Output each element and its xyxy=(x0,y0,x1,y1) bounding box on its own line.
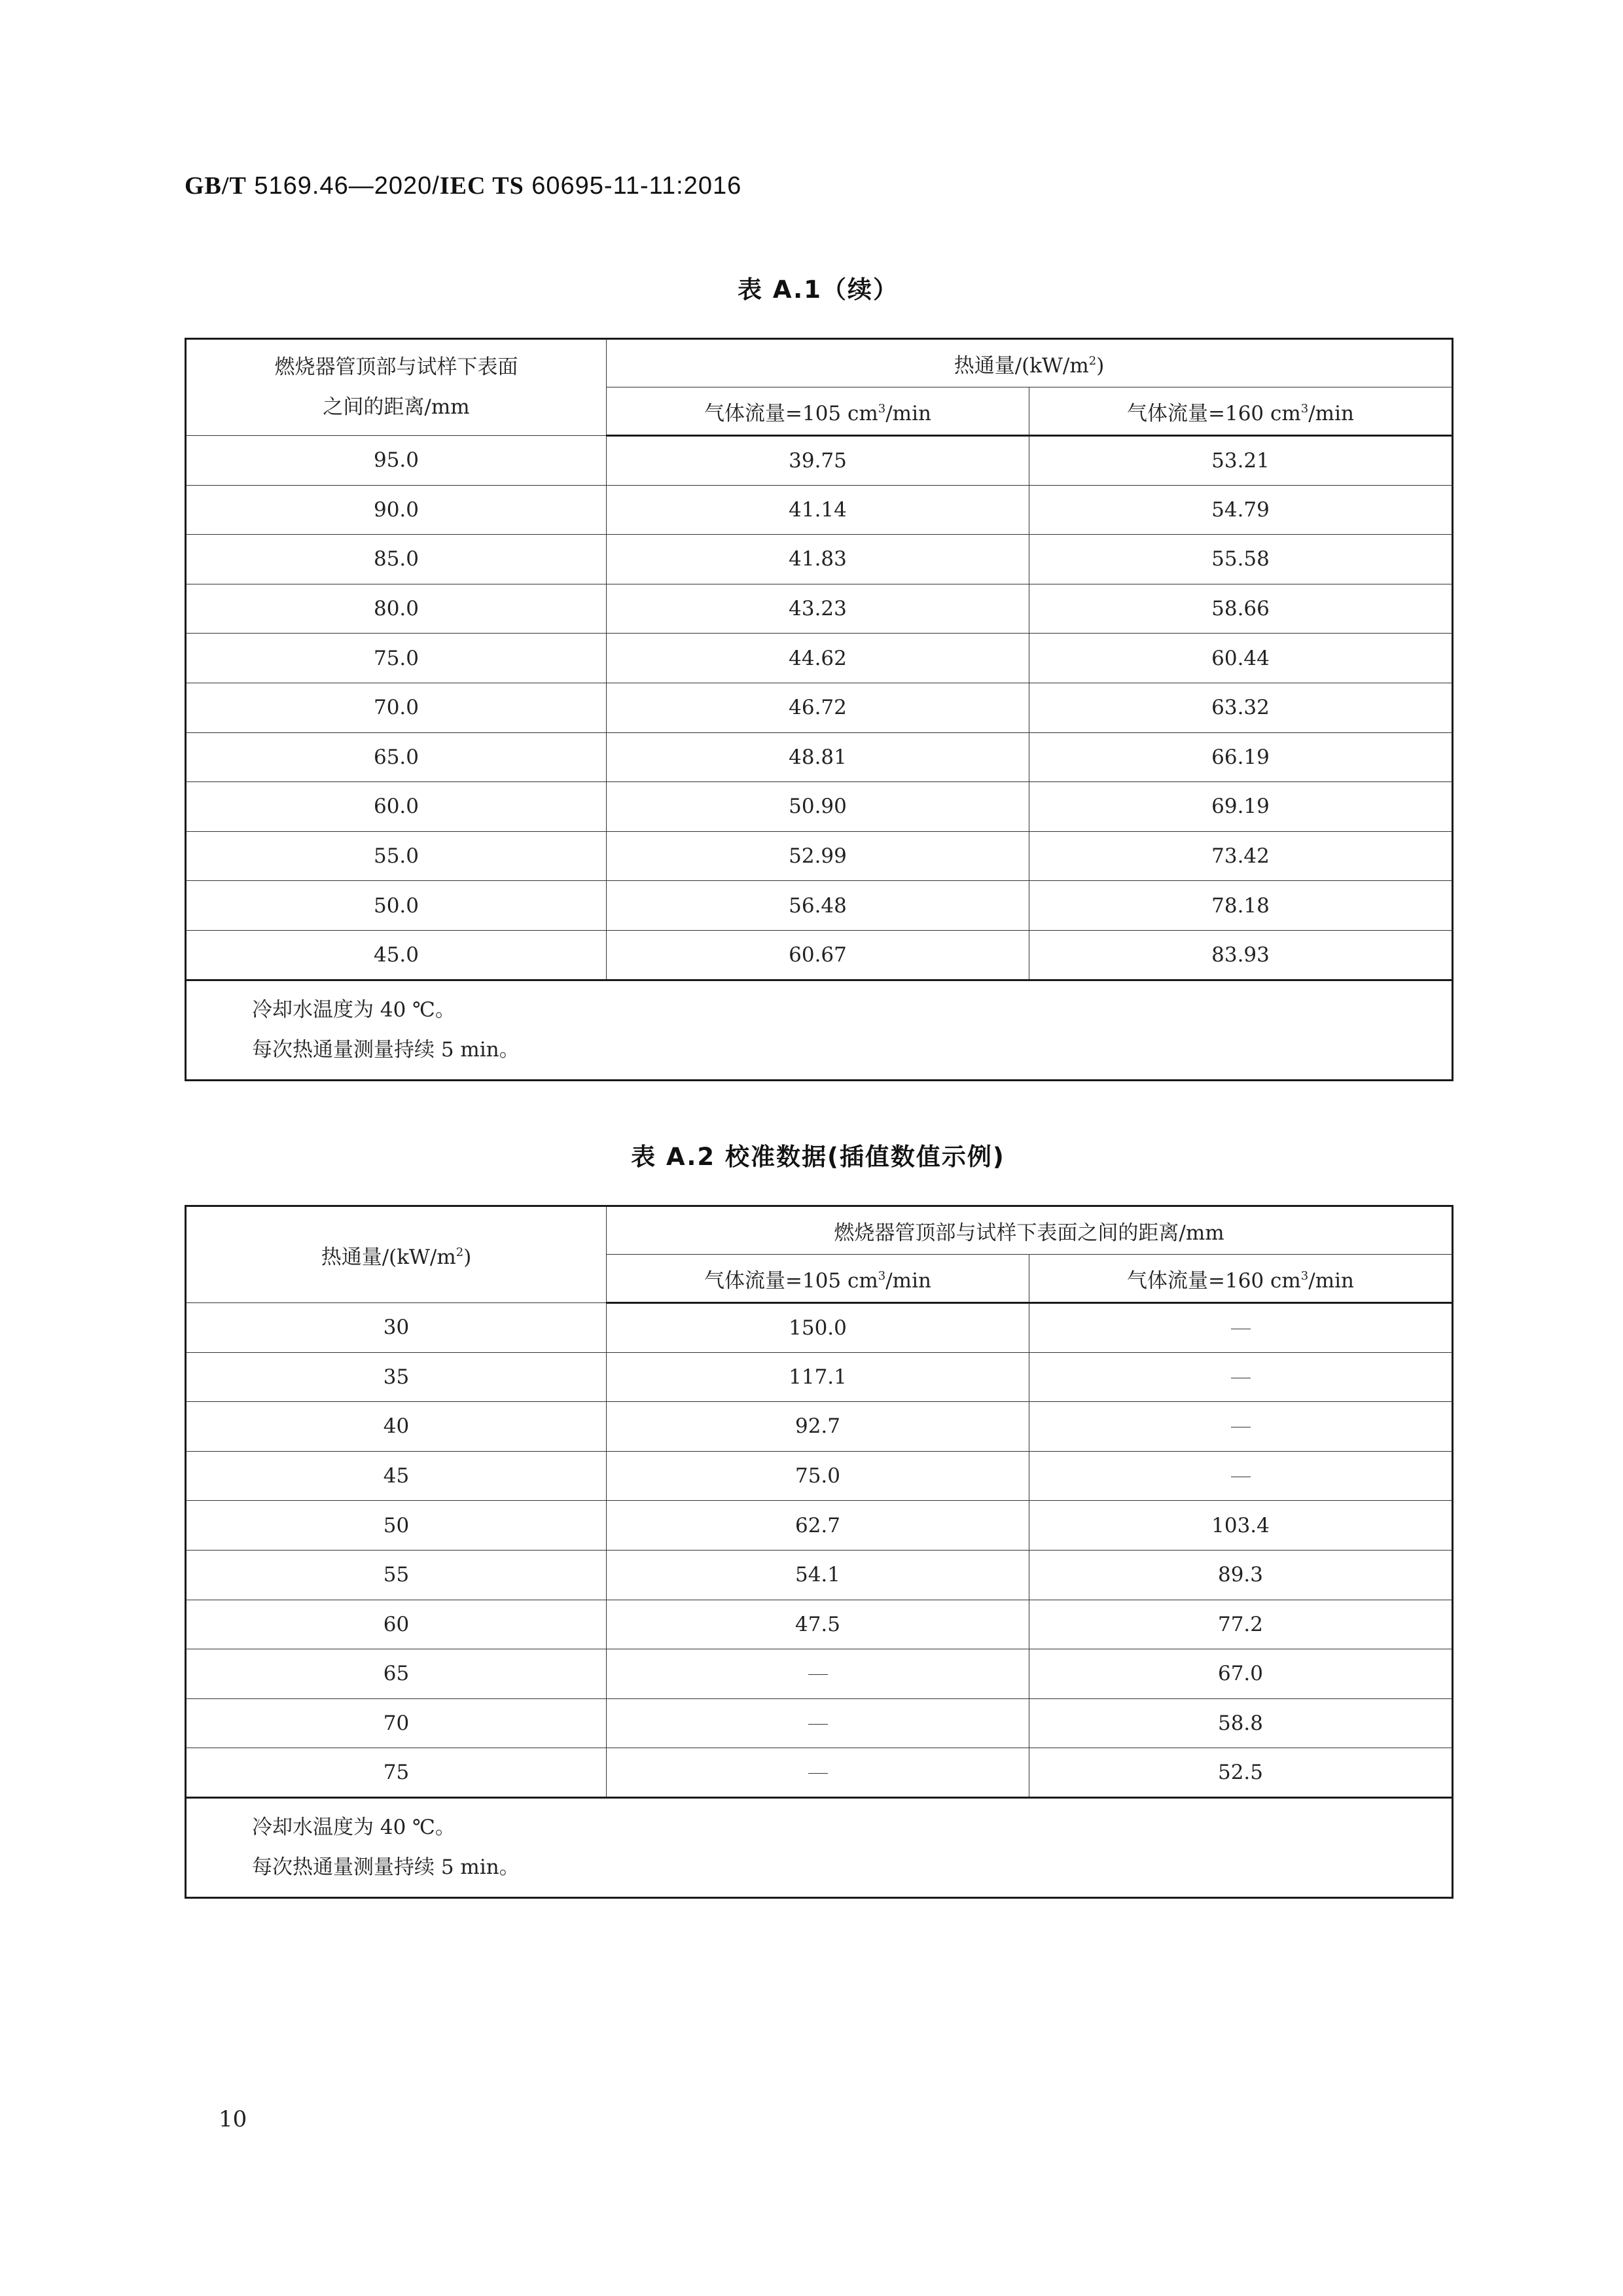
table-cell xyxy=(607,1698,1029,1748)
table-row xyxy=(186,485,1453,535)
table-cell: 75 xyxy=(186,1748,607,1798)
table-cell: 54.79 xyxy=(1029,485,1453,535)
table-a2-flow-160-header: 气体流量=160 $cm^3/\min$ xyxy=(1029,1255,1453,1303)
table-cell: 83.93 xyxy=(1029,930,1453,980)
table-cell: 52.99 xyxy=(607,831,1029,881)
note-measurement-duration: 每次热通量测量持续 5 min。 xyxy=(252,1855,520,1879)
table-a1-note xyxy=(186,980,1453,1080)
table-row xyxy=(186,683,1453,732)
table-cell: 80.0 xyxy=(186,584,607,634)
table-cell: 117.1 xyxy=(607,1352,1029,1402)
table-row xyxy=(186,1748,1453,1798)
table-cell: 48.81 xyxy=(607,732,1029,782)
distance-header-line1: 燃烧器管顶部与试样下表面 xyxy=(274,355,518,379)
table-cell: 65 xyxy=(186,1649,607,1699)
table-row xyxy=(186,634,1453,683)
table-row xyxy=(186,732,1453,782)
table-a1-title: 表 A.1（续） xyxy=(737,276,899,304)
table-cell: 40 xyxy=(186,1402,607,1452)
table-cell: 55.0 xyxy=(186,831,607,881)
table-cell: 70.0 xyxy=(186,683,607,732)
table-a2-note xyxy=(186,1797,1453,1897)
table-cell: 95.0 xyxy=(186,436,607,486)
table-cell: 53.21 xyxy=(1029,436,1453,486)
table-row xyxy=(186,535,1453,584)
table-cell: 46.72 xyxy=(607,683,1029,732)
table-a1-flow-105-header: 气体流量=105 $cm^3/\min$ xyxy=(607,387,1029,436)
table-row xyxy=(186,584,1453,634)
table-row xyxy=(186,1600,1453,1649)
table-a2 xyxy=(185,1205,1454,1899)
table-cell: 63.32 xyxy=(1029,683,1453,732)
table-a2-heat-flux-header: 热通量$/(kW/m^2)$ xyxy=(186,1206,607,1303)
table-cell: 66.19 xyxy=(1029,732,1453,782)
table-cell: 52.5 xyxy=(1029,1748,1453,1798)
note-cooling-water: 冷却水温度为 40 ℃。 xyxy=(252,1815,455,1839)
table-cell: 58.8 xyxy=(1029,1698,1453,1748)
table-cell: 78.18 xyxy=(1029,881,1453,931)
table-cell: 69.19 xyxy=(1029,782,1453,832)
table-cell: 75.0 xyxy=(186,634,607,683)
table-a1-distance-header xyxy=(186,339,607,436)
table-a1-body xyxy=(186,436,1453,980)
table-row xyxy=(186,436,1453,486)
table-cell: 90.0 xyxy=(186,485,607,535)
table-cell: 45.0 xyxy=(186,930,607,980)
table-row xyxy=(186,1501,1453,1551)
no-value-dash xyxy=(808,1773,828,1774)
table-cell: 60.67 xyxy=(607,930,1029,980)
table-cell: 45 xyxy=(186,1451,607,1501)
table-cell: 50 xyxy=(186,1501,607,1551)
table-cell: 65.0 xyxy=(186,732,607,782)
table-row xyxy=(186,1649,1453,1699)
table-cell xyxy=(1029,1352,1453,1402)
table-row xyxy=(186,1352,1453,1402)
table-cell: 50.0 xyxy=(186,881,607,931)
note-cooling-water: 冷却水温度为 40 ℃。 xyxy=(252,997,455,1022)
table-cell: 41.83 xyxy=(607,535,1029,584)
table-cell: 77.2 xyxy=(1029,1600,1453,1649)
page-number: 10 xyxy=(219,2106,247,2132)
table-cell: 150.0 xyxy=(607,1303,1029,1353)
table-cell: 43.23 xyxy=(607,584,1029,634)
table-row xyxy=(186,1451,1453,1501)
no-value-dash xyxy=(808,1724,828,1725)
table-cell: 60.0 xyxy=(186,782,607,832)
table-cell xyxy=(607,1748,1029,1798)
document-header xyxy=(185,171,741,200)
table-a2-flow-105-header: 气体流量=105 $cm^3/\min$ xyxy=(607,1255,1029,1303)
iec-number: 60695-11-11:2016 xyxy=(524,172,742,200)
table-cell: 75.0 xyxy=(607,1451,1029,1501)
table-cell: 44.62 xyxy=(607,634,1029,683)
table-cell: 73.42 xyxy=(1029,831,1453,881)
table-cell xyxy=(1029,1402,1453,1452)
table-cell: 50.90 xyxy=(607,782,1029,832)
standard-number: 5169.46—2020/ xyxy=(246,172,440,200)
table-cell: 60.44 xyxy=(1029,634,1453,683)
table-row xyxy=(186,930,1453,980)
table-a1-flow-160-header: 气体流量=160 $cm^3/\min$ xyxy=(1029,387,1453,436)
table-cell: 55 xyxy=(186,1550,607,1600)
table-cell: 35 xyxy=(186,1352,607,1402)
table-cell: 56.48 xyxy=(607,881,1029,931)
table-row xyxy=(186,782,1453,832)
table-cell xyxy=(607,1649,1029,1699)
table-a1-heat-flux-header: 热通量$/(kW/m^2)$ xyxy=(607,339,1453,387)
table-cell xyxy=(1029,1303,1453,1353)
table-cell xyxy=(1029,1451,1453,1501)
table-cell: 89.3 xyxy=(1029,1550,1453,1600)
table-cell: 30 xyxy=(186,1303,607,1353)
table-cell: 85.0 xyxy=(186,535,607,584)
table-a2-body xyxy=(186,1303,1453,1798)
table-row xyxy=(186,1303,1453,1353)
table-cell: 47.5 xyxy=(607,1600,1029,1649)
table-a2-title: 表 A.2 校准数据(插值数值示例) xyxy=(631,1143,1005,1171)
table-a1 xyxy=(185,338,1454,1081)
table-cell: 60 xyxy=(186,1600,607,1649)
table-row xyxy=(186,1550,1453,1600)
table-cell: 67.0 xyxy=(1029,1649,1453,1699)
table-cell: 54.1 xyxy=(607,1550,1029,1600)
iec-code: IEC TS xyxy=(439,172,524,200)
table-cell: 55.58 xyxy=(1029,535,1453,584)
note-measurement-duration: 每次热通量测量持续 5 min。 xyxy=(252,1037,520,1062)
table-row xyxy=(186,1698,1453,1748)
table-cell: 41.14 xyxy=(607,485,1029,535)
table-a2-distance-header: 燃烧器管顶部与试样下表面之间的距离/mm xyxy=(607,1206,1453,1255)
table-row xyxy=(186,831,1453,881)
table-cell: 70 xyxy=(186,1698,607,1748)
table-cell: 62.7 xyxy=(607,1501,1029,1551)
table-cell: 92.7 xyxy=(607,1402,1029,1452)
table-cell: 39.75 xyxy=(607,436,1029,486)
table-row xyxy=(186,881,1453,931)
table-row xyxy=(186,1402,1453,1452)
distance-header-line2: 之间的距离/mm xyxy=(323,395,470,419)
no-value-dash xyxy=(808,1674,828,1675)
table-cell: 58.66 xyxy=(1029,584,1453,634)
table-cell: 103.4 xyxy=(1029,1501,1453,1551)
standard-code: GB/T xyxy=(185,172,247,200)
